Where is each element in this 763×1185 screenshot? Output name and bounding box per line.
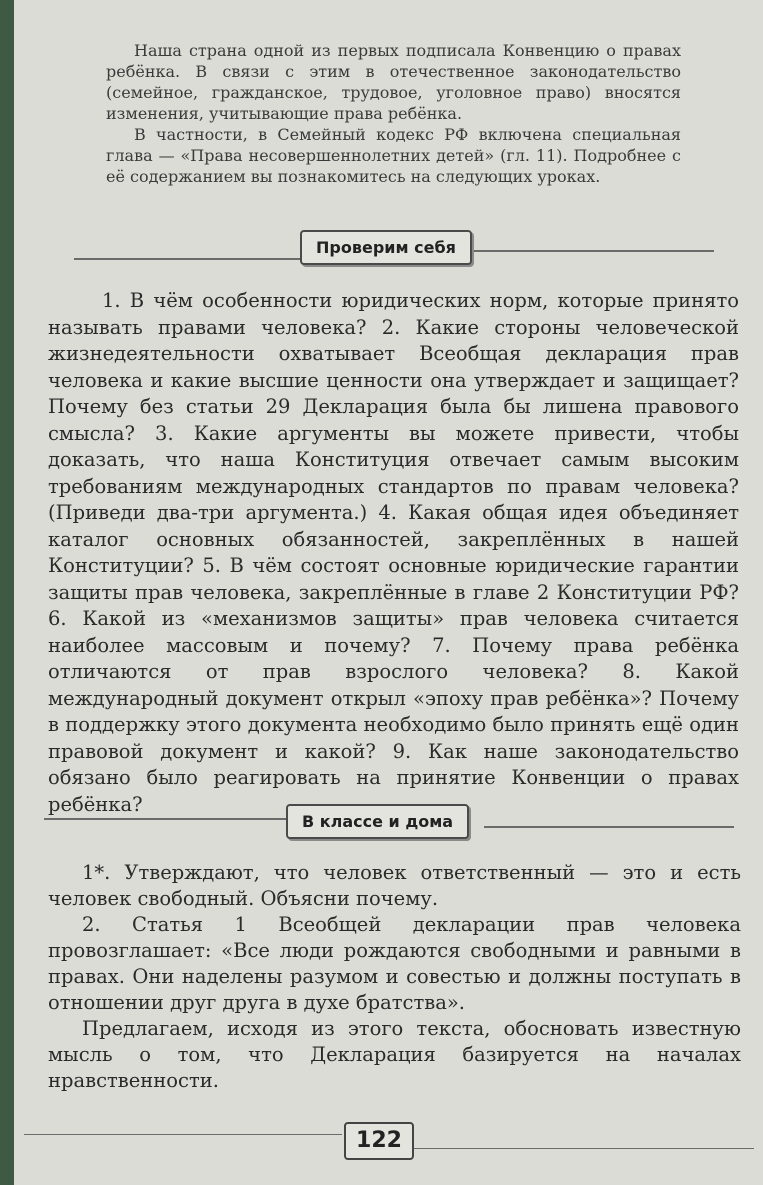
questions-text: 1. В чём особенности юридических норм, которые принято называть правами человека? 2. Какие стороны человеческой жизнедеятельности охватывает Всеобщая декларация прав человека и какие высшие ценности она утверждает и защищает? Почему без статьи 29 Декларация была бы лишена правового смысла? 3. Какие аргументы вы можете привести, чтобы доказать, что наша Конституция отвечает самым высоким требованиям международных стандартов по правам человека? (Приведи два-три аргумента.) 4. Какая общая идея объединяет каталог основных обязанностей, закреплённых в нашей Конституции? 5. В чём состоят основные юридические гарантии защиты прав человека, закреплённые в главе 2 Конституции РФ? 6. Какой из «механизмов защиты» прав человека считается наиболее массовым и почему? 7. Почему права ребёнка отличаются от прав взрослого человека? 8. Какой международный документ открыл «эпоху прав ребёнка»? Почему в поддержку этого документа необходимо было принять ещё один правовой документ и какой? 9. Как наше законодательство обязано было реагировать на принятие Конвенции о правах ребёнка? xyxy=(48,289,739,816)
section-divider xyxy=(44,818,294,820)
section-divider xyxy=(484,826,734,828)
page-number: 122 xyxy=(344,1122,414,1160)
task-item: Предлагаем, исходя из этого текста, обосновать известную мысль о том, что Декларация базируется на началах нравственности. xyxy=(48,1017,741,1092)
intro-text xyxy=(14,40,763,187)
book-page xyxy=(14,0,763,1185)
task-item: 2. Статья 1 Всеобщей декларации прав человека провозглашает: «Все люди рождаются свободными и равными в правах. Они наделены разумом и совестью и должны поступать в отношении друг друга в духе братства». xyxy=(48,913,741,1014)
footer-rule xyxy=(24,1134,342,1135)
review-questions xyxy=(14,288,763,818)
footer-rule xyxy=(414,1148,754,1149)
intro-paragraph: Наша страна одной из первых подписала Конвенцию о правах ребёнка. В связи с этим в отечественное законодательство (семейное, гражданское, трудовое, уголовное право) вносятся изменения, учитывающие права ребёнка. xyxy=(106,41,681,123)
section-title-class-home: В классе и дома xyxy=(286,804,469,839)
section-title-check: Проверим себя xyxy=(300,230,472,265)
intro-paragraph: В частности, в Семейный кодекс РФ включена специальная глава — «Права несовершеннолетних детей» (гл. 11). Подробнее с её содержанием вы познакомитесь на следующих уроках. xyxy=(106,125,681,186)
task-item: 1*. Утверждают, что человек ответственный — это и есть человек свободный. Объясни почему. xyxy=(48,861,741,910)
section-divider xyxy=(74,258,314,260)
class-home-tasks xyxy=(14,860,763,1094)
section-divider xyxy=(464,250,714,252)
